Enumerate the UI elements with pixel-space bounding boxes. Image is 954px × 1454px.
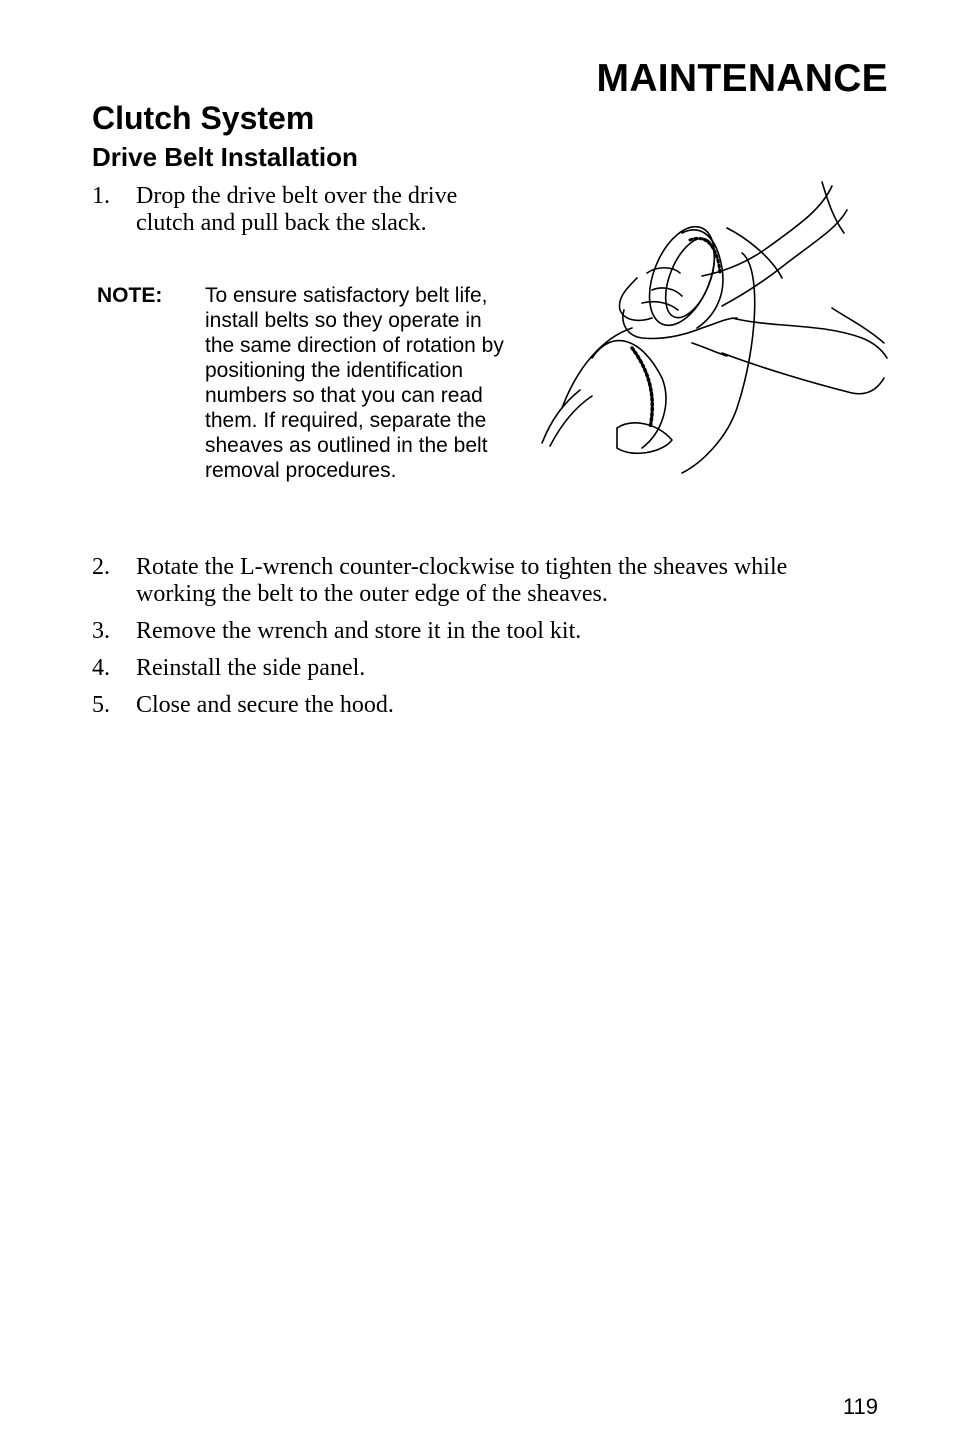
step-number: 1. [92, 183, 110, 209]
section-title: MAINTENANCE [596, 57, 888, 100]
page-heading: Clutch System [92, 100, 315, 136]
step-number: 2. [92, 554, 110, 580]
step-number: 4. [92, 655, 110, 681]
note-block [97, 283, 517, 483]
note-label: NOTE: [97, 284, 163, 307]
note-text: To ensure satisfactory belt life, install belts so they operate in the same direction of rotation by positioning the identification numbers so that you can read them. If required, separate the sheaves as outlined in the belt removal procedures. [205, 284, 504, 482]
step-4 [92, 655, 872, 682]
page-subheading: Drive Belt Installation [92, 142, 358, 172]
step-text: Remove the wrench and store it in the tool kit. [136, 618, 582, 644]
step-text: Drop the drive belt over the drive clutch and pull back the slack. [136, 183, 458, 236]
step-text: Reinstall the side panel. [136, 655, 366, 681]
step-2 [92, 554, 872, 608]
step-number: 5. [92, 692, 110, 718]
step-1 [92, 183, 492, 237]
step-5 [92, 692, 872, 719]
page-number: 119 [842, 1394, 878, 1419]
drive-belt-installation-illustration [532, 178, 892, 478]
step-3 [92, 618, 872, 645]
step-number: 3. [92, 618, 110, 644]
step-text: Close and secure the hood. [136, 692, 394, 718]
step-text: Rotate the L-wrench counter-clockwise to tighten the sheaves while working the belt to the outer edge of the sheaves. [136, 554, 788, 607]
